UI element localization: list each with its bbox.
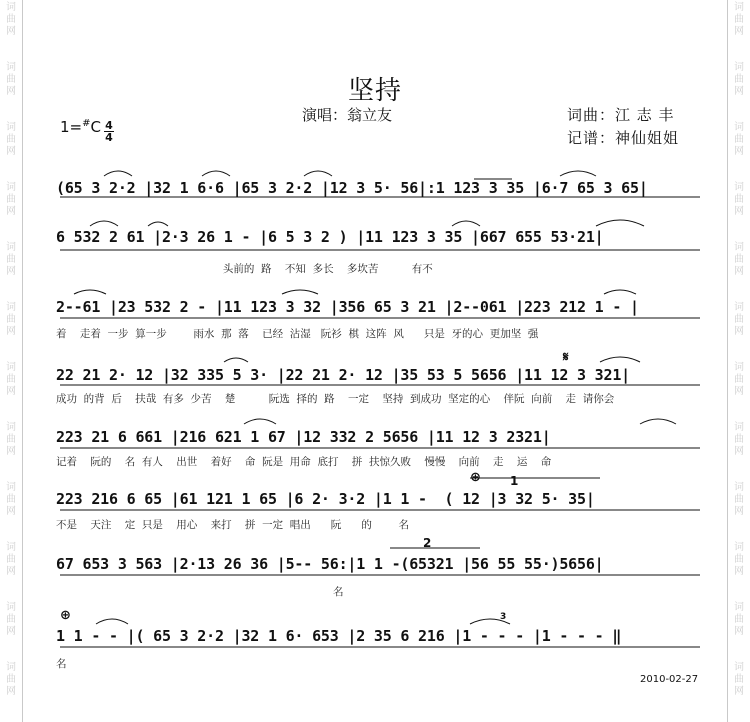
- watermark-left-4: 词 曲 网: [6, 182, 16, 217]
- watermark-right-2: 词 曲 网: [734, 62, 744, 97]
- lyric-line-2: 头前的 路 不知 多长 多坎苦 有不: [56, 263, 433, 275]
- volta-label-2: 2: [423, 536, 432, 550]
- watermark-left-3: 词 曲 网: [6, 122, 16, 157]
- right-border-line: [727, 0, 728, 722]
- score-line-1: (65 3 2·2 |32 1 6·6 |65 3 2·2 |12 3 5· 56|:1 123 3 35 |6·7 65 3 65|: [56, 179, 648, 197]
- watermark-left-8: 词 曲 网: [6, 422, 16, 457]
- left-border-line: [22, 0, 23, 722]
- key-signature: 1=#C: [60, 118, 101, 136]
- triplet-label: 3: [500, 612, 507, 622]
- watermark-right-6: 词 曲 网: [734, 302, 744, 337]
- score-line-4: 22 21 2· 12 |32 335 5 3· |22 21 2· 12 |35 53 5 5656 |11 12 3 321|: [56, 366, 630, 384]
- watermark-right-3: 词 曲 网: [734, 122, 744, 157]
- time-signature-top: 4: [105, 119, 113, 132]
- date-stamp: 2010-02-27: [640, 674, 699, 685]
- watermark-right-10: 词 曲 网: [734, 542, 744, 577]
- score-line-3: 2--61 |23 532 2 - |11 123 3 32 |356 65 3 21 |2--061 |223 212 1 - |: [56, 298, 639, 316]
- watermark-left-11: 词 曲 网: [6, 602, 16, 637]
- watermark-right-7: 词 曲 网: [734, 362, 744, 397]
- watermark-right-9: 词 曲 网: [734, 482, 744, 517]
- watermark-right-12: 词 曲 网: [734, 662, 744, 697]
- song-title: 坚持: [347, 76, 402, 106]
- lyric-line-7: 名: [56, 586, 344, 598]
- score-line-5: 223 21 6 661 |216 621 1 67 |12 332 2 5656 |11 12 3 2321|: [56, 428, 551, 446]
- watermark-left-6: 词 曲 网: [6, 302, 16, 337]
- lyric-line-4: 成功 的背 后 扶哉 有多 少苦 楚 阮选 择的 路 一定 坚持 到成功 坚定的心 伴阮 向前 走 请你会: [56, 393, 615, 405]
- watermark-left-9: 词 曲 网: [6, 482, 16, 517]
- lyricist-credit: 词曲：江 志 丰: [567, 106, 675, 124]
- watermark-right-5: 词 曲 网: [734, 242, 744, 277]
- lyric-line-5: 记着 阮的 名 有人 出世 着好 命 阮是 用命 底打 拼 扶惊久败 慢慢 向前 走 运 命: [56, 456, 552, 468]
- singer-credit: 演唱：翁立友: [302, 106, 393, 124]
- watermark-right-1: 词 曲 网: [734, 2, 744, 37]
- score-line-6: 223 216 6 65 |61 121 1 65 |6 2· 3·2 |1 1 - ( 12 |3 32 5· 35|: [56, 490, 595, 508]
- watermark-left-5: 词 曲 网: [6, 242, 16, 277]
- coda-sign-icon-1: ⊕: [470, 470, 481, 485]
- score-line-2: 6 532 2 61 |2·3 26 1 - |6 5 3 2 ) |11 123 3 35 |667 655 53·21|: [56, 228, 604, 246]
- watermark-right-11: 词 曲 网: [734, 602, 744, 637]
- watermark-left-12: 词 曲 网: [6, 662, 16, 697]
- time-signature: [104, 120, 114, 143]
- time-signature-bottom: 4: [105, 131, 113, 144]
- volta-label-1: 1: [510, 474, 519, 488]
- lyric-line-3: 着 走着 一步 算一步 雨水 那 落 已经 沾湿 阮衫 棋 这阵 风 只是 牙的心 更加坚 强: [56, 328, 539, 340]
- watermark-left-10: 词 曲 网: [6, 542, 16, 577]
- watermark-left-1: 词 曲 网: [6, 2, 16, 37]
- segno-sign-icon: 𝄋: [563, 350, 569, 365]
- score-line-7: 67 653 3 563 |2·13 26 36 |5-- 56:|1 1 -(65321 |56 55 55·)5656|: [56, 555, 604, 573]
- lyric-line-6: 不是 天注 定 只是 用心 来打 拼 一定 唱出 阮 的 名: [56, 519, 410, 531]
- coda-sign-icon-2: ⊕: [60, 608, 71, 623]
- watermark-left-7: 词 曲 网: [6, 362, 16, 397]
- watermark-left-2: 词 曲 网: [6, 62, 16, 97]
- score-line-8: 1 1 - - |( 65 3 2·2 |32 1 6· 653 |2 35 6 216 |1 - - - |1 - - - ‖: [56, 627, 622, 645]
- lyric-line-8: 名: [56, 658, 67, 670]
- transcriber-credit: 记谱：神仙姐姐: [567, 129, 680, 147]
- watermark-right-4: 词 曲 网: [734, 182, 744, 217]
- watermark-right-8: 词 曲 网: [734, 422, 744, 457]
